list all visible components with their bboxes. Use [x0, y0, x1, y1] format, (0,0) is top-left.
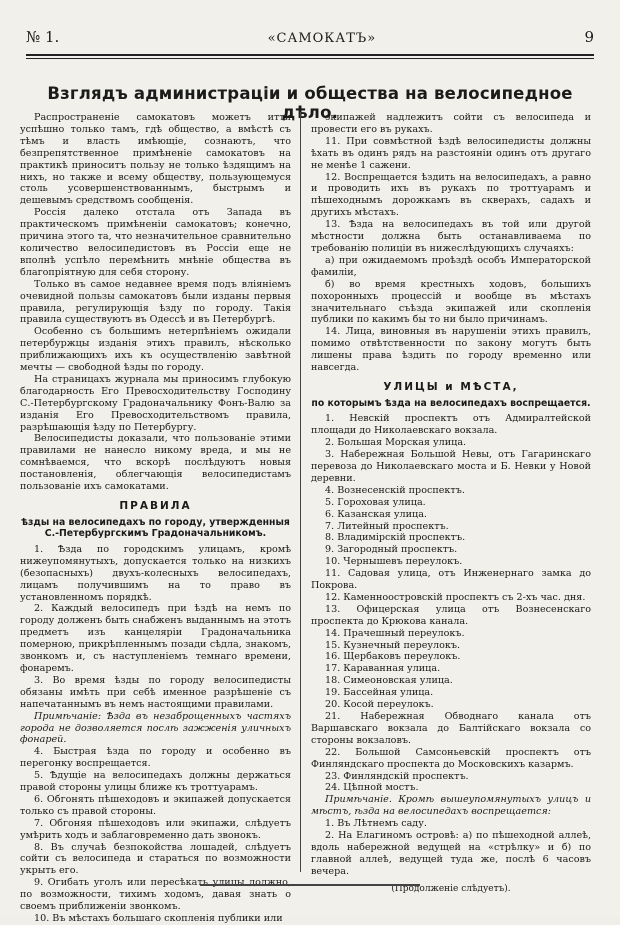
intro-paragraph: Особенно съ большимъ нетерпѣніемъ ожидали петербуржцы изданія этихъ правилъ, нѣсколько приближающихъ ихъ къ осуществленію завѣтной мечты — свободной ѣзды по городу.	[20, 326, 291, 374]
rule-item: 12. Воспрещается ѣздить на велосипедахъ, а равно и проводить ихъ въ рукахъ по троттуарамъ и пѣшеходнымъ дорожкамъ въ скверахъ, садахъ и другихъ мѣстахъ.	[311, 171, 591, 219]
street-item: 1. Невскій проспектъ отъ Адмиралтейской площади до Николаевскаго вокзала.	[311, 413, 591, 437]
article-title: Взглядъ администраціи и общества на велосипедное дѣло.	[47, 84, 573, 122]
street-item: 14. Прачешный переулокъ.	[325, 627, 465, 639]
street-item: 4. Вознесенскій проспектъ.	[325, 484, 465, 496]
street-item: 22. Большой Самсоньевскій проспектъ отъ Финляндскаго проспекта до Московскихъ казармъ.	[311, 746, 591, 770]
street-item: 10. Чернышевъ переулокъ.	[325, 556, 463, 568]
rules-list	[20, 544, 291, 711]
rules-subtitle: ѣзды на велосипедахъ по городу, утвержденныя С.-Петербургскимъ Градоначальникомъ.	[21, 516, 290, 540]
intro-text	[20, 112, 291, 493]
bottom-rule	[200, 884, 420, 886]
rule-item: 13. Ѣзда на велосипедахъ въ той или другой мѣстности должна быть останавливаема по требованію полиціи въ нижеслѣдующихъ случаяхъ:	[311, 219, 591, 254]
street-item: 23. Финляндскій проспектъ.	[325, 770, 469, 782]
streets-subtitle: по которымъ ѣзда на велосипедахъ воспрещается.	[311, 397, 591, 409]
rule-item: 5. Ѣдущіе на велосипедахъ должны держаться правой стороны улицы ближе къ троттуарамъ.	[20, 770, 291, 794]
rule-item: экипажей надлежитъ сойти съ велосипеда и провести его въ рукахъ.	[311, 112, 591, 135]
rule-item: 7. Обгоняя пѣшеходовъ или экипажи, слѣдуетъ умѣрить ходъ и заблаговременно дать звонокъ.	[20, 817, 291, 841]
streets-note-items	[311, 818, 591, 878]
streets-title: УЛИЦЫ и МѢСТА,	[383, 380, 519, 393]
street-item: 15. Кузнечный переулокъ.	[325, 639, 461, 651]
intro-paragraph: На страницахъ журнала мы приносимъ глубокую благодарность Его Превосходительству Господину С.-Петербургскому Градоначальнику Фонъ-Валю за изданія Его Превосходительствомъ правила, разрѣшающія ѣзду по Петербургу.	[20, 373, 291, 433]
note-item: 2. На Елагиномъ островѣ: а) по пѣшеходной аллеѣ, вдоль набережной ведущей на «стрѣлку» и б) по главной аллеѣ, ведущей туда же, послѣ 6 часовъ вечера.	[311, 830, 591, 877]
rule-item: б) во время крестныхъ ходовъ, большихъ похоронныхъ процессій и вообще въ мѣстахъ значительнаго съѣзда экипажей или скопленія публики по какимъ бы то ни было причинамъ.	[311, 278, 591, 326]
page-header	[26, 28, 594, 50]
street-item: 19. Бассейная улица.	[325, 687, 434, 699]
rules-list-3	[311, 112, 591, 374]
street-item: 5. Гороховая улица.	[325, 496, 426, 508]
rule-item: 6. Обгонять пѣшеходовъ и экипажей допускается только съ правой стороны.	[20, 793, 291, 817]
street-item: 6. Казанская улица.	[325, 508, 427, 520]
rule-item: 10. Въ мѣстахъ большаго скопленія публики или	[34, 913, 283, 924]
rules-list-2	[20, 746, 291, 925]
streets-list	[311, 413, 591, 794]
intro-paragraph: Только въ самое недавнее время подъ вліяніемъ очевидной пользы самокатовъ были изданы первыя правила, регулирующія ѣзду по городу. Такія правила существуютъ въ Одессѣ и въ Петербургѣ.	[20, 278, 291, 326]
rule-item: 11. При совмѣстной ѣздѣ велосипедисты должны ѣхать въ одинъ рядъ на разстояніи одинъ отъ другаго не менѣе 1 сажени.	[311, 135, 591, 171]
note-item: 1. Въ Лѣтнемъ саду.	[325, 818, 427, 830]
street-item: 20. Косой переулокъ.	[325, 699, 434, 711]
magazine-name: «САМОКАТЪ»	[267, 31, 377, 46]
street-item: 24. Цѣпной мостъ.	[325, 782, 419, 794]
street-item: 12. Каменноостровскій проспектъ съ 2-хъ час. дня.	[325, 591, 586, 603]
rules-note: Примѣчаніе: Ѣзда въ незаброщенныхъ частяхъ города не дозволяется послѣ зажженія уличныхъ фонарей.	[20, 710, 291, 746]
page-number: 9	[584, 28, 594, 46]
issue-number: № 1.	[26, 28, 60, 46]
rule-item: 9. Огибать уголъ или пересѣкать улицы должно, по возможности, тихимъ ходомъ, давая знать о своемъ приближеніи звонкомъ.	[20, 877, 291, 913]
street-item: 7. Литейный проспектъ.	[325, 520, 449, 532]
left-column	[20, 112, 291, 925]
intro-paragraph: Велосипедисты доказали, что пользованіе этими правилами не нанесло никому вреда, и мы не сомнѣваемся, что вскорѣ послѣдуютъ новыя постановленія, облегчающія велосипедистамъ пользованіе ихъ самокатами.	[20, 433, 291, 493]
continued-note: (Продолженіе слѣдуетъ).	[391, 883, 511, 894]
column-divider	[300, 112, 301, 872]
street-item: 3. Набережная Большой Невы, отъ Гагаринскаго перевоза до Николаевскаго моста и Б. Невки у Новой деревни.	[311, 449, 591, 484]
street-item: 9. Загородный проспектъ.	[325, 544, 458, 556]
header-rule	[26, 54, 594, 59]
street-item: 18. Симеоновская улица.	[325, 675, 453, 687]
streets-note: Примѣчаніе. Кромѣ вышеупомянутыхъ улицъ и мѣстъ, ѣзда на велосипедахъ воспрещается:	[311, 794, 591, 818]
street-item: 13. Офицерская улица отъ Вознесенскаго проспекта до Крюкова канала.	[311, 603, 591, 627]
rules-title: ПРАВИЛА	[119, 500, 192, 512]
rule-item: 8. Въ случаѣ безпокойства лошадей, слѣдуетъ сойти съ велосипеда и стараться по возможности укрыть его.	[20, 841, 291, 877]
street-item: 21. Набережная Обводнаго канала отъ Варшавскаго вокзала до Балтійскаго вокзала со стороны вокзаловъ.	[311, 711, 591, 746]
rule-item: 14. Лица, виновныя въ нарушеніи этихъ правилъ, помимо отвѣтственности по закону могутъ быть лишены права ѣздить по городу временно или навсегда.	[311, 326, 591, 374]
rule-item: 4. Быстрая ѣзда по городу и особенно въ перегонку воспрещается.	[20, 746, 291, 770]
street-item: 17. Караванная улица.	[325, 663, 441, 675]
intro-paragraph: Распространеніе самокатовъ можетъ итти успѣшно только тамъ, гдѣ общество, а вмѣстѣ съ тѣмъ и власть имѣющіе, сознаютъ, что безпрепятственное примѣненіе самокатовъ на практикѣ приноситъ пользу не только ѣздящимъ на нихъ, но также и всему обществу, пользующемуся столь усовершенствованнымъ, быстрымъ и дешевымъ средствомъ сообщенія.	[20, 112, 291, 207]
rule-item: 2. Каждый велосипедъ при ѣздѣ на немъ по городу долженъ быть снабженъ выданнымъ на этотъ предметъ изъ канцеляріи Градоначальника померною, прикрѣпленнымъ позади сѣдла, знакомъ, звонкомъ и, съ наступленіемъ темнаго времени, фонаремъ.	[20, 603, 291, 674]
intro-paragraph: Россія далеко отстала отъ Запада въ практическомъ примѣненіи самокатовъ; конечно, причина этого та, что незначительное сравнительно количество велосипедистовъ въ Россіи еще не вполнѣ успѣло перемѣнить мнѣніе общества въ благопріятную для себя сторону.	[20, 207, 291, 278]
street-item: 16. Щербаковъ переулокъ.	[325, 651, 461, 663]
street-item: 2. Большая Морская улица.	[325, 437, 467, 449]
rule-item: 3. Во время ѣзды по городу велосипедисты обязаны имѣть при себѣ именное разрѣшеніе съ напечатаннымъ въ немъ настоящими правилами.	[20, 674, 291, 710]
street-item: 11. Садовая улица, отъ Инженернаго замка до Покрова.	[311, 568, 591, 592]
right-column	[311, 112, 591, 896]
rule-item: а) при ожидаемомъ проѣздѣ особъ Императорской фамиліи,	[311, 254, 591, 278]
rule-item: 1. Ѣзда по городскимъ улицамъ, кромѣ нижеупомянутыхъ, допускается только на низкихъ (безопасныхъ) двухъ-колесныхъ велосипедахъ, лицамъ получившимъ на то право въ установленномъ порядкѣ.	[20, 543, 291, 603]
street-item: 8. Владимірскій проспектъ.	[325, 532, 466, 544]
